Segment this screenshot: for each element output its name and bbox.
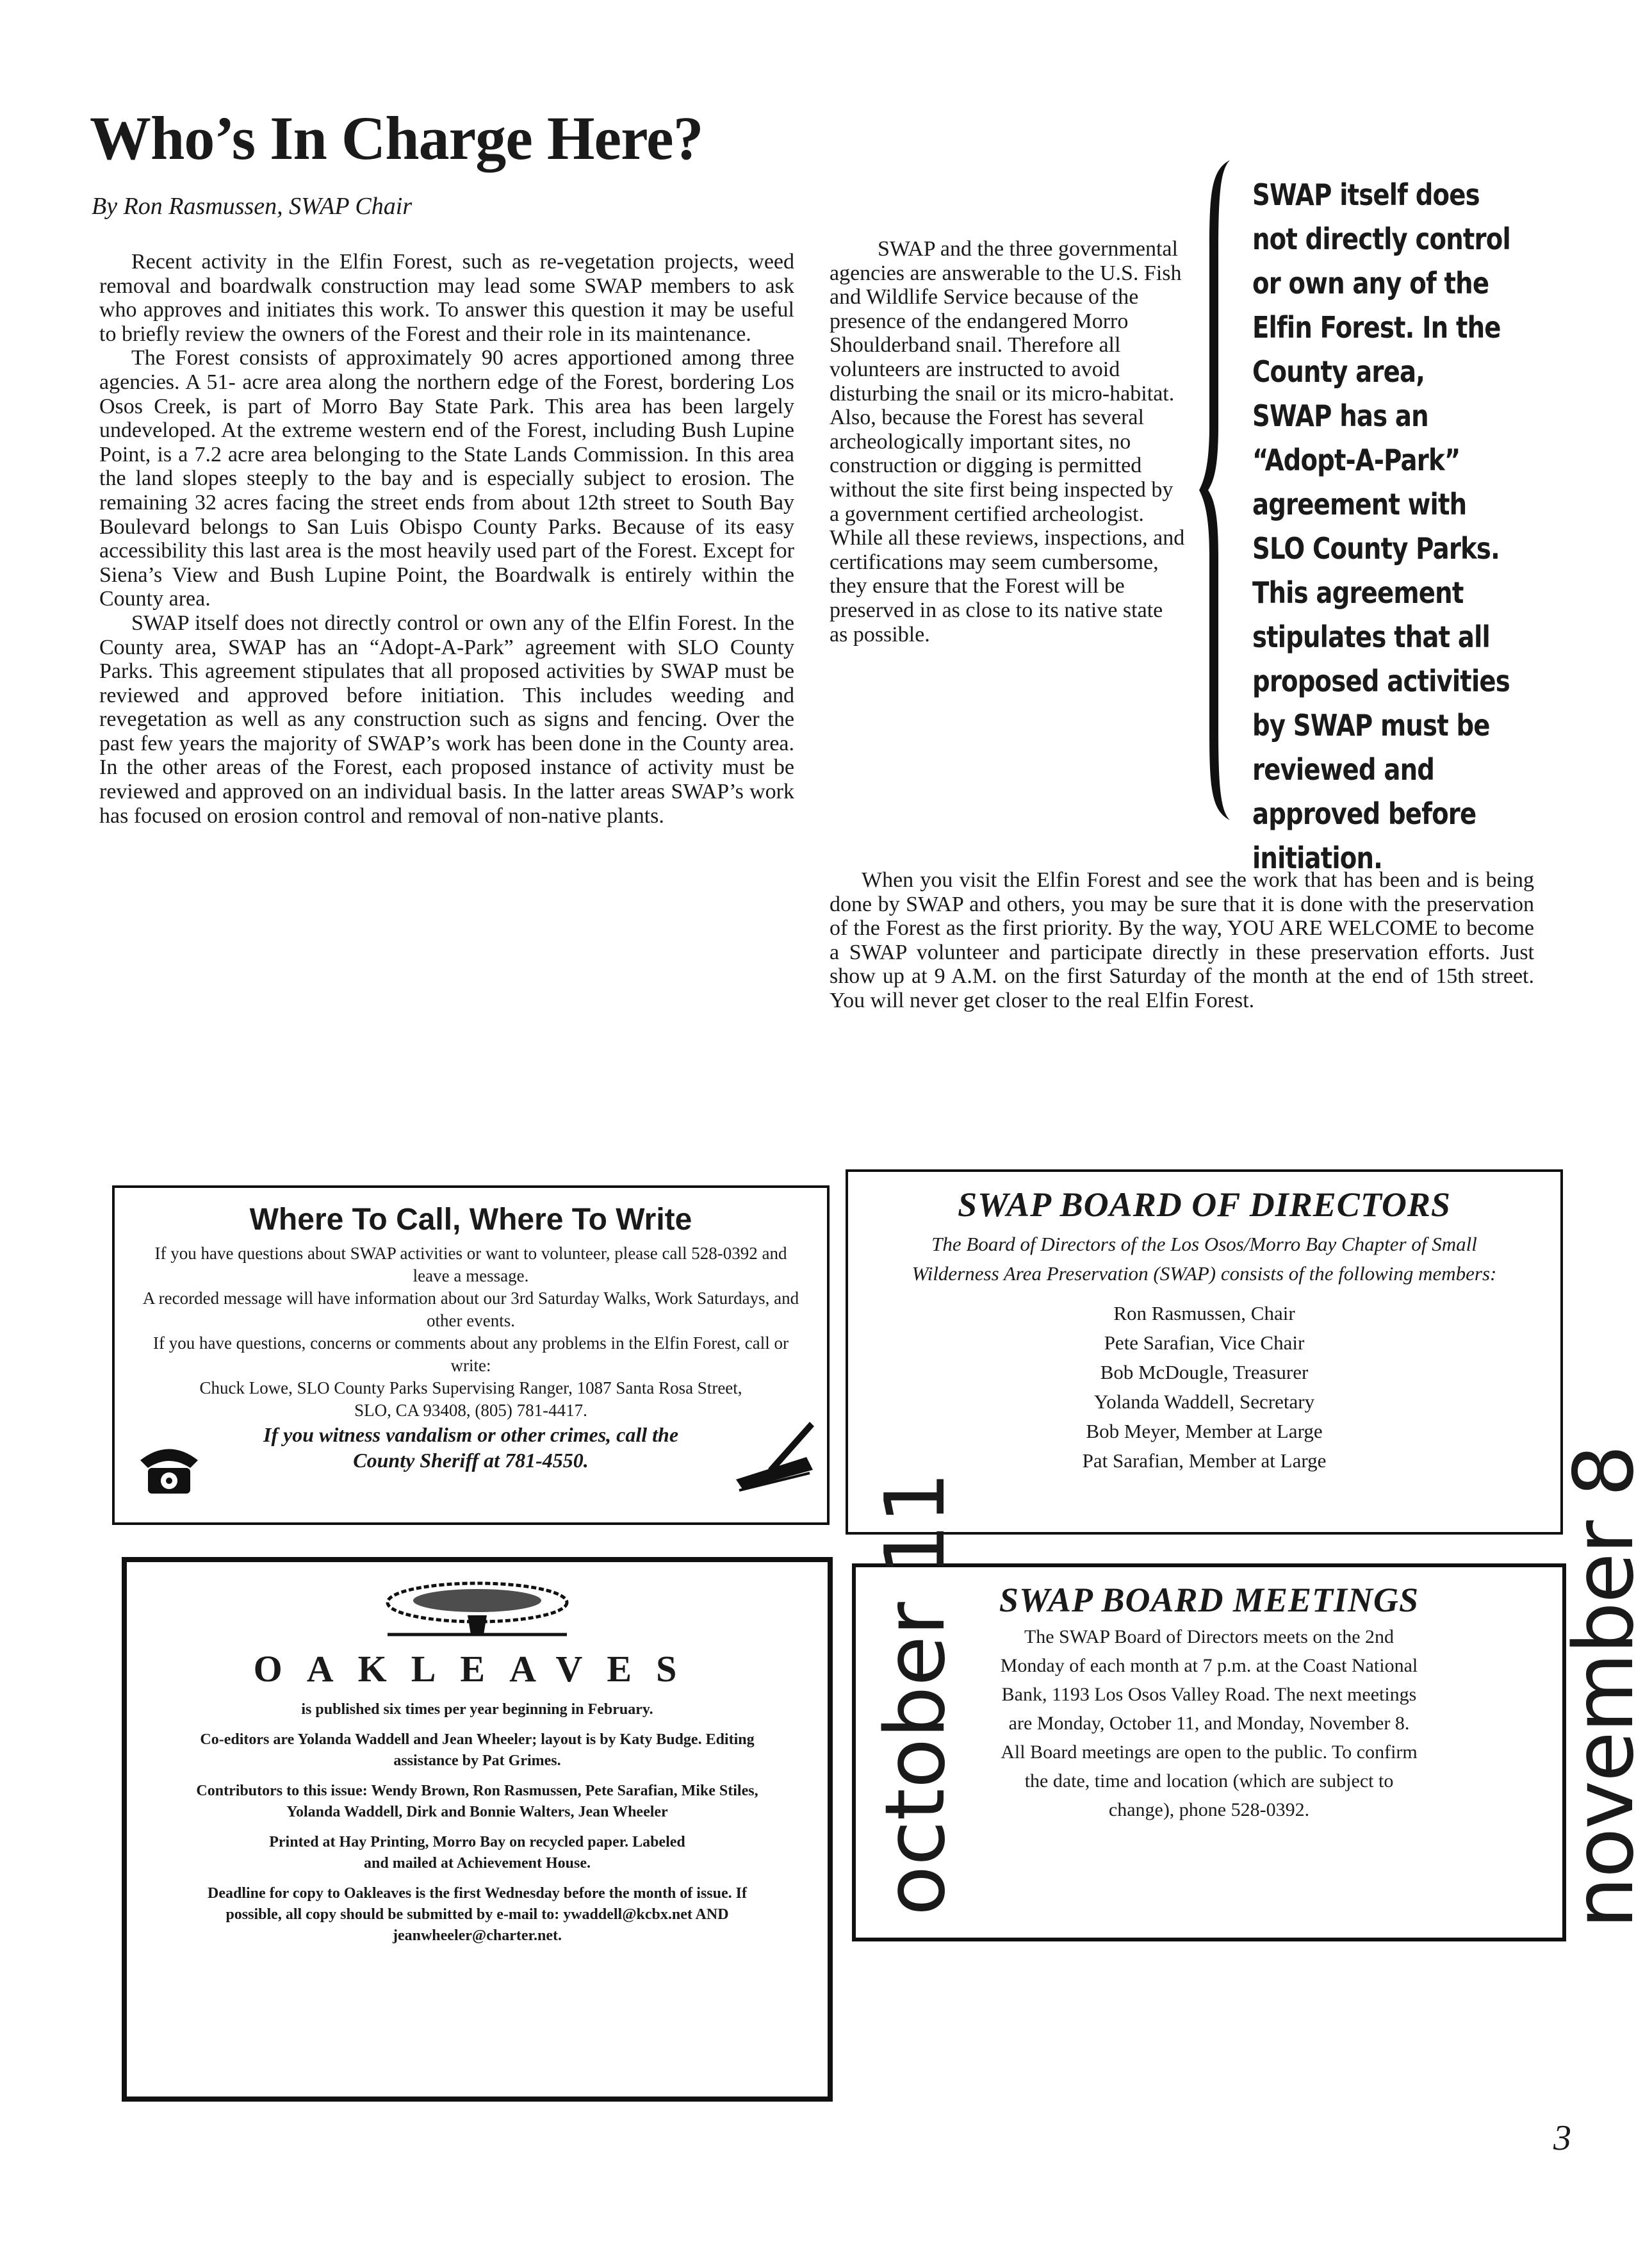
masthead-text: Deadline for copy to Oakleaves is the first Wednesday before the month of issue. If possible, all copy should be submitted by e-mail to: ywaddell@kcbx.net AND jeanwheeler@charter.net. <box>208 1885 747 1944</box>
november-date-vertical: november 8 <box>1557 1446 1652 1929</box>
pull-quote: SWAP itself does not directly control or own any of the Elfin Forest. In the County area, SWAP has an “Adopt-A-Park” agreement with SLO County Parks. This agreement stipulates that all proposed activities by SWAP must be reviewed and approved before initiation. <box>1252 177 1510 875</box>
paragraph: SWAP itself does not directly control or own any of the Elfin Forest. In the County area, SWAP has an “Adopt-A-Park” agreement with SLO County Parks. This agreement stipulates that all proposed activities by SWAP must be reviewed and approved before initiation. This includes weeding and revegetation as well as any construction such as signs and fencing. Over the past few years the majority of SWAP’s work has been done in the County area. In the other areas of the Forest, each proposed instance of activity must be reviewed and approved on an individual basis. In the latter areas SWAP’s work has focused on erosion control and removal of non-native plants. <box>99 611 794 828</box>
box-heading: Where To Call, Where To Write <box>249 1203 692 1237</box>
box-text: If you have questions, concerns or comments about any problems in the Elfin Forest, call or write: <box>152 1333 789 1375</box>
masthead-text: Printed at Hay Printing, Morro Bay on recycled paper. Labeled and mailed at Achievement House. <box>269 1834 685 1872</box>
board-member: Pete Sarafian, Vice Chair <box>1104 1331 1305 1354</box>
article-title: Who’s In Charge Here? <box>90 104 703 172</box>
oakleaves-masthead-box <box>122 1557 833 2102</box>
paragraph: Recent activity in the Elfin Forest, such as re-vegetation projects, weed removal and boardwalk construction may lead some SWAP members to ask who approves and initiates this work. To answer this question it may be useful to briefly review the owners of the Forest and their role in its maintenance. <box>99 250 794 346</box>
box-text: A recorded message will have information about our 3rd Saturday Walks, Work Saturdays, and other events. <box>142 1289 799 1330</box>
board-intro: The Board of Directors of the Los Osos/Morro Bay Chapter of Small Wilderness Area Preservation (SWAP) consists of the following members: <box>912 1233 1497 1285</box>
article-byline: By Ron Rasmussen, SWAP Chair <box>92 193 413 220</box>
paragraph: SWAP and the three governmental agencies are answerable to the U.S. Fish and Wildlife Service because of the presence of the endangered Morro Shoulderband snail. Therefore all volunteers are instructed to avoid disturbing the snail or its micro-habitat. Also, because the Forest has several archeologically important sites, no construction or digging is permitted without the site first being inspected by a government certified archeologist. While all these reviews, inspections, and certifications may seem cumbersome, they ensure that the Forest will be preserved in as close to its native state as possible. <box>830 237 1185 647</box>
box-text: Chuck Lowe, SLO County Parks Supervising Ranger, 1087 Santa Rosa Street, SLO, CA 93408, (805) 781-4417. <box>199 1378 742 1420</box>
telephone-icon <box>134 1441 204 1499</box>
board-member: Ron Rasmussen, Chair <box>1113 1302 1295 1324</box>
page-number: 3 <box>1553 2118 1571 2158</box>
where-to-call-box <box>112 1185 830 1525</box>
october-date-vertical: october 11 <box>868 1471 963 1916</box>
board-member: Bob Meyer, Member at Large <box>1086 1420 1323 1442</box>
board-member: Bob McDougle, Treasurer <box>1100 1361 1309 1383</box>
article-column-1 <box>99 250 794 828</box>
vandalism-warning: If you witness vandalism or other crimes, call the County Sheriff at 781-4550. <box>263 1423 679 1472</box>
meetings-text: The SWAP Board of Directors meets on the 2nd Monday of each month at 7 p.m. at the Coast National Bank, 1193 Los Osos Valley Road. The next meetings are Monday, October 11, and Monday, November 8. All Board meetings are open to the public. To confirm the date, time and location (which are subject to change), phone 528-0392. <box>1000 1626 1418 1820</box>
writing-pen-icon <box>730 1419 819 1495</box>
box-heading: SWAP BOARD OF DIRECTORS <box>958 1185 1451 1224</box>
box-heading: SWAP BOARD MEETINGS <box>999 1581 1419 1619</box>
masthead-text: Contributors to this issue: Wendy Brown, Ron Rasmussen, Pete Sarafian, Mike Stiles, Yolanda Waddell, Dirk and Bonnie Walters, Jean Wheeler <box>196 1783 758 1820</box>
board-member: Yolanda Waddell, Secretary <box>1093 1390 1315 1413</box>
masthead-text: Co-editors are Yolanda Waddell and Jean Wheeler; layout is by Katy Budge. Editing assistance by Pat Grimes. <box>200 1731 755 1769</box>
box-text: If you have questions about SWAP activities or want to volunteer, please call 528-0392 and leave a message. <box>154 1244 787 1285</box>
paragraph: When you visit the Elfin Forest and see the work that has been and is being done by SWAP and others, you may be sure that it is done with the preservation of the Forest as the first priority. By the way, YOU ARE WELCOME to become a SWAP volunteer and participate directly in these preservation efforts. Just show up at 9 A.M. on the first Saturday of the month at the end of 15th street. You will never get closer to the real Elfin Forest. <box>830 868 1534 1012</box>
oak-tree-icon <box>381 1580 573 1638</box>
paragraph: The Forest consists of approximately 90 acres apportioned among three agencies. A 51- acre area along the northern edge of the Forest, bordering Los Osos Creek, is part of Morro Bay State Park. This area has been largely undeveloped. At the extreme western end of the Forest, including Bush Lupine Point, is a 7.2 acre area belonging to the State Lands Commission. In this area the land slopes steeply to the bay and is especially subject to erosion. The remaining 32 acres facing the street ends from about 12th street to South Bay Boulevard belongs to San Luis Obispo County Parks. Because of its easy accessibility this last area is the most heavily used part of the Forest. Except for Siena’s View and Bush Lupine Point, the Boardwalk is entirely within the County area. <box>99 346 794 611</box>
article-column-2 <box>830 237 1185 647</box>
pullquote-bracket-icon <box>1198 157 1236 823</box>
masthead-text: is published six times per year beginning in February. <box>301 1701 653 1718</box>
article-continuation <box>830 868 1534 1013</box>
newsletter-name: OAKLEAVES <box>253 1648 701 1690</box>
board-member: Pat Sarafian, Member at Large <box>1082 1449 1327 1472</box>
